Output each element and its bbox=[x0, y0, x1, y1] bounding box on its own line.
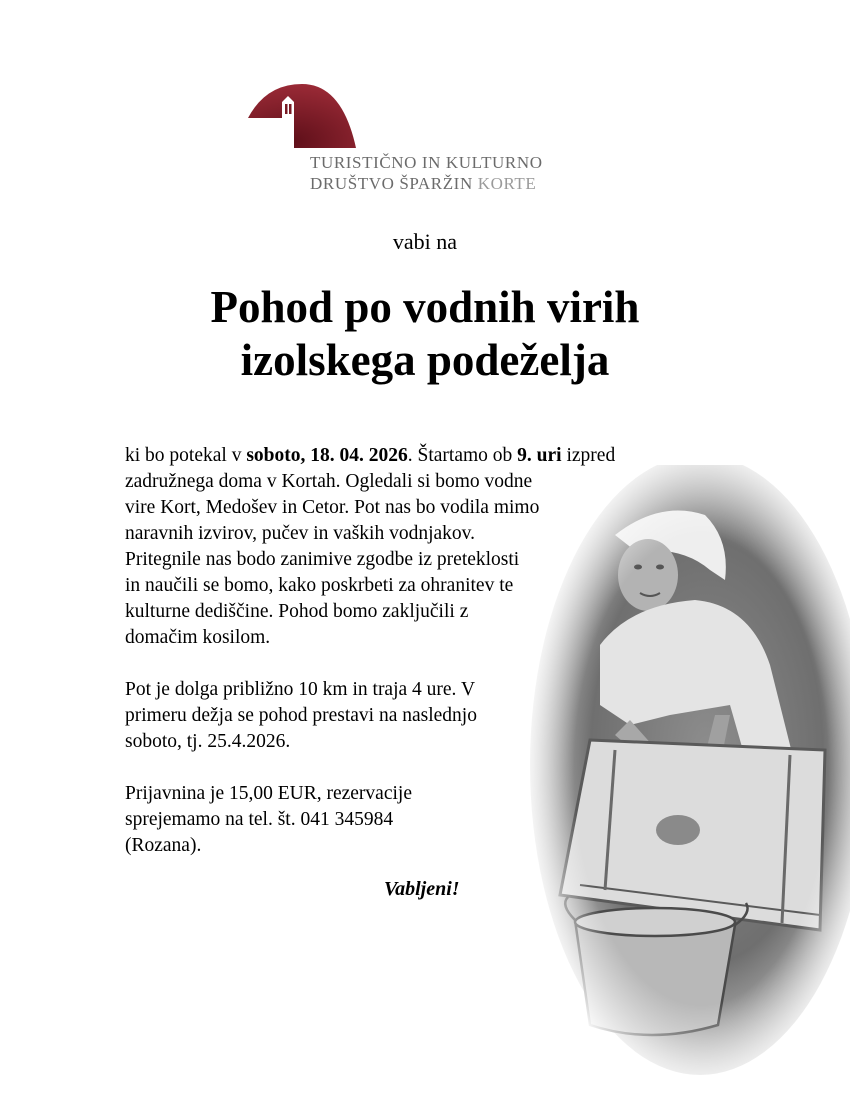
paragraph-spacer bbox=[125, 651, 725, 677]
paragraph-spacer bbox=[125, 755, 725, 781]
event-date: soboto, 18. 04. 2026 bbox=[246, 445, 408, 466]
paragraph-1-line-6: in naučili se bomo, kako poskrbeti za ohranitev te bbox=[125, 575, 514, 596]
start-time: 9. uri bbox=[517, 445, 562, 466]
paragraph-2-line-1: Pot je dolga približno 10 km in traja 4 ure. V bbox=[125, 679, 476, 700]
paragraph-2-line-3: soboto, tj. 25.4.2026. bbox=[125, 731, 291, 752]
event-title-line2: izolskega podeželja bbox=[240, 335, 610, 385]
organization-name-line2 bbox=[310, 173, 543, 194]
paragraph-2-line-2: primeru dežja se pohod prestavi na naslednjo bbox=[125, 705, 477, 726]
paragraph-1-line-8: domačim kosilom. bbox=[125, 627, 271, 648]
invitation-intro: vabi na bbox=[392, 229, 458, 254]
text-span: ki bo potekal v bbox=[125, 445, 247, 466]
organization-name-main: DRUŠTVO ŠPARŽIN bbox=[310, 174, 473, 193]
event-description bbox=[125, 443, 725, 859]
paragraph-1-line-1 bbox=[125, 443, 725, 469]
event-title-line1: Pohod po vodnih virih bbox=[210, 282, 640, 332]
paragraph-3-line-1: Prijavnina je 15,00 EUR, rezervacije bbox=[125, 783, 412, 804]
event-title bbox=[0, 281, 850, 387]
closing-greeting: Vabljeni! bbox=[384, 878, 460, 900]
organization-name-line1: TURISTIČNO IN KULTURNO bbox=[310, 153, 543, 172]
organization-name bbox=[310, 152, 543, 194]
paragraph-1-line-5: Pritegnile nas bodo zanimive zgodbe iz preteklosti bbox=[125, 549, 520, 570]
paragraph-1-line-3: vire Kort, Medošev in Cetor. Pot nas bo vodila mimo bbox=[125, 497, 540, 518]
paragraph-1-line-2: zadružnega doma v Kortah. Ogledali si bomo vodne bbox=[125, 471, 533, 492]
paragraph-3-line-3: (Rozana). bbox=[125, 835, 202, 856]
text-span: . Štartamo ob bbox=[407, 445, 518, 466]
society-logo-icon bbox=[246, 80, 358, 148]
paragraph-1-line-4: naravnih izvirov, pučev in vaških vodnjakov. bbox=[125, 523, 476, 544]
paragraph-1-line-7: kulturne dediščine. Pohod bomo zaključili z bbox=[125, 601, 469, 622]
organization-place: KORTE bbox=[477, 174, 537, 193]
text-span: izpred bbox=[561, 445, 616, 466]
paragraph-3-line-2: sprejemamo na tel. št. 041 345984 bbox=[125, 809, 394, 830]
